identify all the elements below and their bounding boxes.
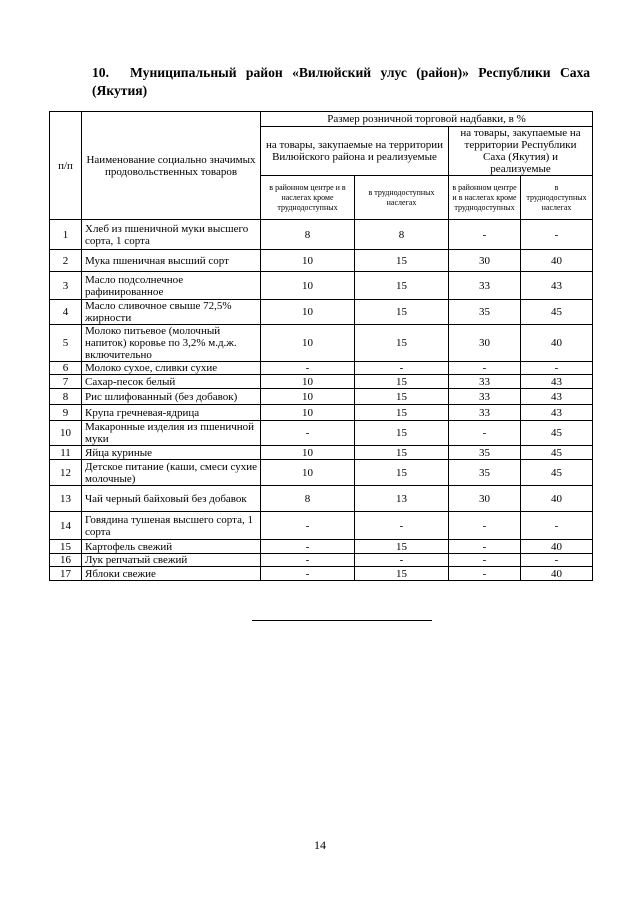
header-sub-4: в труднодоступных наслегах [521, 176, 593, 220]
row-product-name: Мука пшеничная высший сорт [82, 250, 261, 272]
row-value-republic-center: 30 [449, 486, 521, 512]
row-value-local-remote: 15 [355, 325, 449, 362]
row-value-local-center: 10 [261, 405, 355, 421]
row-value-local-remote: 15 [355, 375, 449, 389]
table-row [50, 554, 593, 567]
row-value-republic-remote: 43 [521, 389, 593, 405]
row-number: 14 [50, 512, 82, 540]
header-sub-2: в труднодоступных наслегах [355, 176, 449, 220]
table-row [50, 325, 593, 362]
row-value-local-center: 10 [261, 272, 355, 300]
section-heading [92, 64, 590, 100]
row-value-local-remote: 15 [355, 389, 449, 405]
markup-table [49, 111, 593, 581]
row-value-republic-remote: 43 [521, 405, 593, 421]
heading-line-1 [92, 64, 590, 82]
table-row [50, 272, 593, 300]
row-product-name: Рис шлифованный (без добавок) [82, 389, 261, 405]
header-num: п/п [50, 112, 82, 220]
row-value-local-center: - [261, 512, 355, 540]
row-number: 3 [50, 272, 82, 300]
row-number: 12 [50, 460, 82, 486]
row-value-local-center: 10 [261, 325, 355, 362]
row-value-local-remote: 15 [355, 421, 449, 446]
row-value-republic-center: 30 [449, 250, 521, 272]
row-value-republic-remote: - [521, 554, 593, 567]
header-name: Наименование социально значимых продовольственных товаров [82, 112, 261, 220]
row-value-local-remote: 15 [355, 300, 449, 325]
row-value-local-remote: 15 [355, 446, 449, 460]
row-value-republic-center: 35 [449, 460, 521, 486]
table-row [50, 300, 593, 325]
row-value-local-center: 8 [261, 220, 355, 250]
header-sub-1: в районном центре и в наслегах кроме труднодоступных [261, 176, 355, 220]
row-value-local-center: 10 [261, 389, 355, 405]
row-product-name: Детское питание (каши, смеси сухие молочные) [82, 460, 261, 486]
row-value-local-remote: 13 [355, 486, 449, 512]
row-number: 13 [50, 486, 82, 512]
row-product-name: Молоко питьевое (молочный напиток) коровье по 3,2% м.д.ж. включительно [82, 325, 261, 362]
row-value-republic-remote: 40 [521, 250, 593, 272]
row-product-name: Крупа гречневая-ядрица [82, 405, 261, 421]
row-number: 8 [50, 389, 82, 405]
row-value-republic-remote: - [521, 512, 593, 540]
row-number: 5 [50, 325, 82, 362]
row-value-local-remote: - [355, 554, 449, 567]
row-value-local-remote: 15 [355, 405, 449, 421]
row-product-name: Масло подсолнечное рафинированное [82, 272, 261, 300]
table-row [50, 460, 593, 486]
row-product-name: Сахар-песок белый [82, 375, 261, 389]
table-row [50, 540, 593, 554]
row-value-local-center: 10 [261, 460, 355, 486]
table-row [50, 375, 593, 389]
row-value-local-remote: 15 [355, 250, 449, 272]
row-number: 10 [50, 421, 82, 446]
row-value-local-remote: 15 [355, 460, 449, 486]
row-product-name: Макаронные изделия из пшеничной муки [82, 421, 261, 446]
row-value-republic-remote: 45 [521, 460, 593, 486]
row-product-name: Яблоки свежие [82, 567, 261, 581]
heading-number: 10. [92, 65, 109, 80]
table-row [50, 421, 593, 446]
heading-title: Муниципальный район «Вилюйский улус (район)» Республики Саха [130, 65, 590, 80]
table-row [50, 512, 593, 540]
row-value-local-center: - [261, 421, 355, 446]
row-number: 7 [50, 375, 82, 389]
table-row [50, 250, 593, 272]
table-row [50, 446, 593, 460]
row-value-republic-remote: - [521, 362, 593, 375]
row-value-republic-remote: - [521, 220, 593, 250]
row-value-republic-remote: 45 [521, 300, 593, 325]
row-value-republic-center: - [449, 554, 521, 567]
row-value-local-center: 10 [261, 300, 355, 325]
table-row [50, 567, 593, 581]
table-row [50, 362, 593, 375]
row-value-republic-center: 33 [449, 375, 521, 389]
table-row [50, 220, 593, 250]
row-value-local-remote: 15 [355, 272, 449, 300]
row-value-republic-remote: 45 [521, 446, 593, 460]
row-value-local-remote: 15 [355, 540, 449, 554]
row-product-name: Говядина тушеная высшего сорта, 1 сорта [82, 512, 261, 540]
row-value-local-center: 10 [261, 375, 355, 389]
page-number: 14 [314, 838, 326, 852]
row-value-local-center: 10 [261, 446, 355, 460]
heading-line-2: (Якутия) [92, 83, 148, 98]
row-value-republic-remote: 40 [521, 486, 593, 512]
row-number: 9 [50, 405, 82, 421]
footer-divider [252, 620, 432, 621]
row-value-local-remote: 15 [355, 567, 449, 581]
row-value-republic-center: 30 [449, 325, 521, 362]
row-value-local-center: - [261, 554, 355, 567]
row-value-local-center: - [261, 567, 355, 581]
header-sub-3: в районном центре и в наслегах кроме труднодоступных [449, 176, 521, 220]
row-number: 16 [50, 554, 82, 567]
row-number: 15 [50, 540, 82, 554]
header-group-local: на товары, закупаемые на территории Вилюйского района и реализуемые [261, 127, 449, 176]
row-value-republic-center: - [449, 362, 521, 375]
row-value-local-center: - [261, 362, 355, 375]
row-number: 6 [50, 362, 82, 375]
row-value-local-center: 10 [261, 250, 355, 272]
row-product-name: Яйца куриные [82, 446, 261, 460]
table-row [50, 405, 593, 421]
row-value-local-center: 8 [261, 486, 355, 512]
row-value-local-center: - [261, 540, 355, 554]
row-value-republic-center: - [449, 540, 521, 554]
row-number: 11 [50, 446, 82, 460]
row-value-republic-center: 35 [449, 446, 521, 460]
row-value-republic-remote: 45 [521, 421, 593, 446]
row-number: 2 [50, 250, 82, 272]
row-value-republic-remote: 40 [521, 567, 593, 581]
row-value-local-remote: - [355, 512, 449, 540]
row-number: 1 [50, 220, 82, 250]
table-row [50, 389, 593, 405]
row-value-local-remote: - [355, 362, 449, 375]
header-markup: Размер розничной торговой надбавки, в % [261, 112, 593, 127]
row-product-name: Хлеб из пшеничной муки высшего сорта, 1 сорта [82, 220, 261, 250]
table-row [50, 486, 593, 512]
row-number: 4 [50, 300, 82, 325]
row-value-local-remote: 8 [355, 220, 449, 250]
row-value-republic-remote: 43 [521, 272, 593, 300]
row-number: 17 [50, 567, 82, 581]
row-product-name: Чай черный байховый без добавок [82, 486, 261, 512]
row-product-name: Молоко сухое, сливки сухие [82, 362, 261, 375]
row-product-name: Картофель свежий [82, 540, 261, 554]
row-value-republic-center: - [449, 220, 521, 250]
row-value-republic-center: 35 [449, 300, 521, 325]
row-value-republic-center: - [449, 567, 521, 581]
row-value-republic-remote: 43 [521, 375, 593, 389]
row-value-republic-center: 33 [449, 389, 521, 405]
row-value-republic-center: 33 [449, 272, 521, 300]
row-product-name: Масло сливочное свыше 72,5% жирности [82, 300, 261, 325]
row-value-republic-remote: 40 [521, 325, 593, 362]
row-value-republic-center: - [449, 512, 521, 540]
row-value-republic-remote: 40 [521, 540, 593, 554]
row-product-name: Лук репчатый свежий [82, 554, 261, 567]
row-value-republic-center: 33 [449, 405, 521, 421]
header-group-republic: на товары, закупаемые на территории Республики Саха (Якутия) и реализуемые [449, 127, 593, 176]
row-value-republic-center: - [449, 421, 521, 446]
